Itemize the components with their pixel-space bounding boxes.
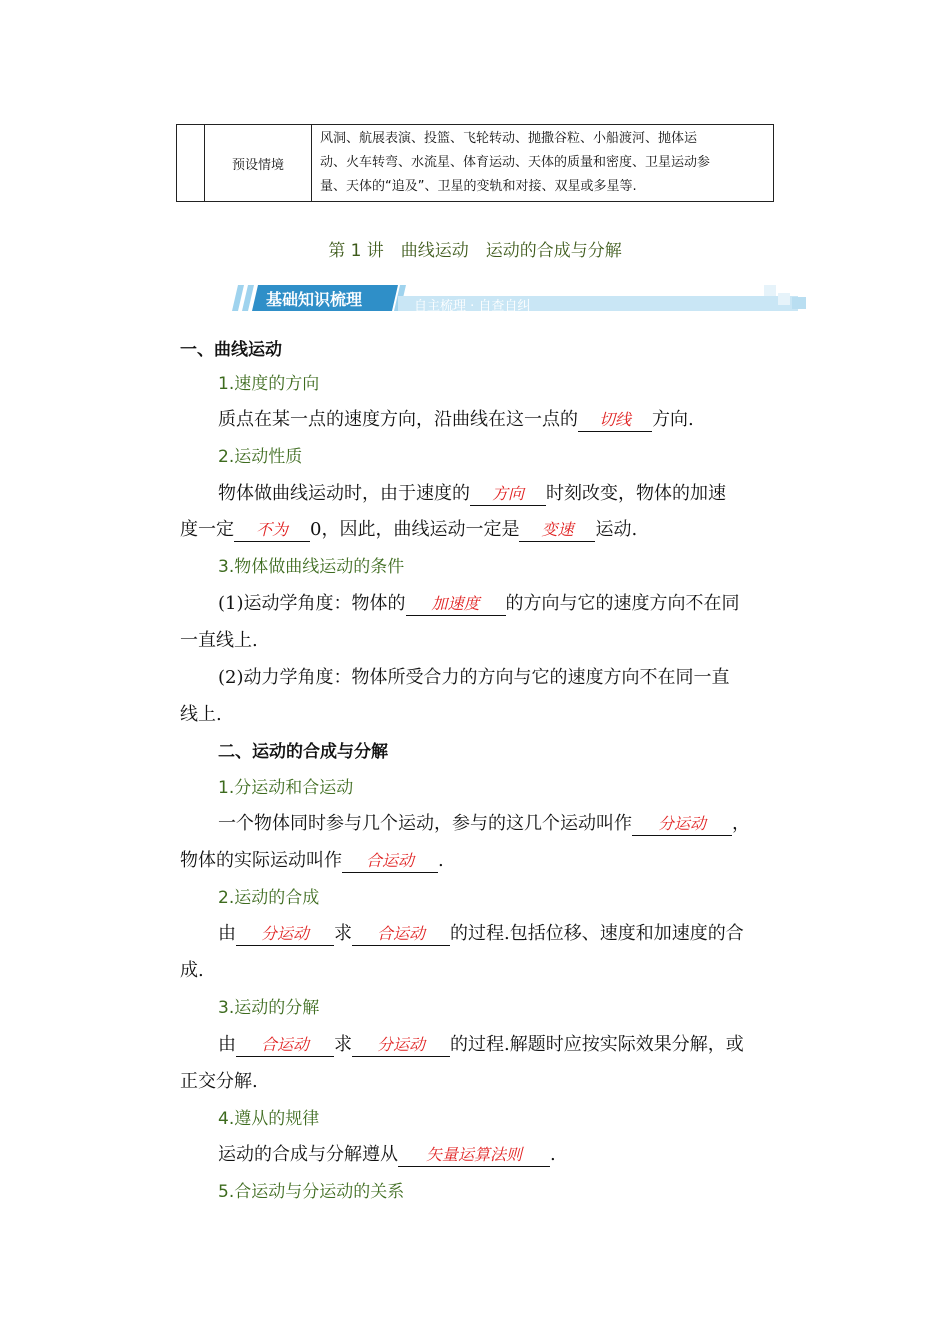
- subheading: 3.物体做曲线运动的条件: [218, 557, 405, 577]
- table-content-cell: [312, 125, 774, 202]
- table-content-line: 动、火车转弯、水流星、体育运动、天体的质量和密度、卫星运动参: [320, 155, 711, 170]
- subheading: 5.合运动与分运动的关系: [218, 1182, 405, 1202]
- answer-blank: 合运动: [342, 850, 438, 873]
- paragraph: 成.: [180, 960, 204, 981]
- section-heading: 一、曲线运动: [180, 340, 282, 360]
- answer-blank: 分运动: [352, 1034, 450, 1057]
- paragraph: (1)运动学角度：物体的 加速度 的方向与它的速度方向不在同: [218, 593, 740, 614]
- answer-blank: 变速: [519, 519, 595, 542]
- table-content-line: 风洞、航展表演、投篮、飞轮转动、抛撒谷粒、小船渡河、抛体运: [320, 131, 698, 146]
- lesson-title: 第 1 讲 曲线运动 运动的合成与分解: [328, 241, 622, 261]
- subheading: 2.运动的合成: [218, 888, 320, 908]
- paragraph: 一个物体同时参与几个运动，参与的这几个运动叫作 分运动 ，: [218, 813, 750, 834]
- answer-blank: 合运动: [236, 1034, 334, 1057]
- answer-blank: 合运动: [352, 923, 450, 946]
- paragraph: 质点在某一点的速度方向，沿曲线在这一点的 切线 方向.: [218, 409, 694, 430]
- paragraph: 物体做曲线运动时，由于速度的 方向 时刻改变，物体的加速: [218, 483, 726, 504]
- paragraph: 运动的合成与分解遵从 矢量运算法则 .: [218, 1144, 556, 1165]
- table-label-cell: 预设情境: [205, 125, 312, 202]
- answer-blank: 分运动: [632, 813, 732, 836]
- paragraph: (2)动力学角度：物体所受合力的方向与它的速度方向不在同一直: [218, 667, 730, 688]
- paragraph: 由 合运动 求 分运动 的过程.解题时应按实际效果分解，或: [218, 1034, 744, 1055]
- paragraph: 线上.: [180, 704, 222, 725]
- table-empty-cell: [177, 125, 205, 202]
- subheading: 1.分运动和合运动: [218, 778, 354, 798]
- subheading: 4.遵从的规律: [218, 1109, 320, 1129]
- answer-blank: 方向: [470, 483, 546, 506]
- subheading: 2.运动性质: [218, 447, 303, 467]
- banner-title: 基础知识梳理: [266, 290, 363, 309]
- paragraph: 正交分解.: [180, 1071, 258, 1092]
- section-heading: 二、运动的合成与分解: [218, 742, 388, 762]
- answer-blank: 矢量运算法则: [398, 1144, 550, 1167]
- answer-blank: 切线: [578, 409, 652, 432]
- banner-subtitle: 自主梳理 · 自查自纠: [414, 299, 531, 314]
- answer-blank: 分运动: [236, 923, 334, 946]
- paragraph: 一直线上.: [180, 630, 258, 651]
- scenario-table: [176, 124, 774, 202]
- answer-blank: 不为: [234, 519, 310, 542]
- subheading: 3.运动的分解: [218, 998, 320, 1018]
- subheading: 1.速度的方向: [218, 374, 320, 394]
- paragraph: 由 分运动 求 合运动 的过程.包括位移、速度和加速度的合: [218, 923, 744, 944]
- answer-blank: 加速度: [406, 593, 506, 616]
- paragraph: 度一定 不为 0，因此，曲线运动一定是 变速 运动.: [180, 519, 638, 540]
- table-content-line: 量、天体的“追及”、卫星的变轨和对接、双星或多星等.: [320, 179, 637, 194]
- section-banner: [218, 283, 810, 313]
- paragraph: 物体的实际运动叫作 合运动 .: [180, 850, 444, 871]
